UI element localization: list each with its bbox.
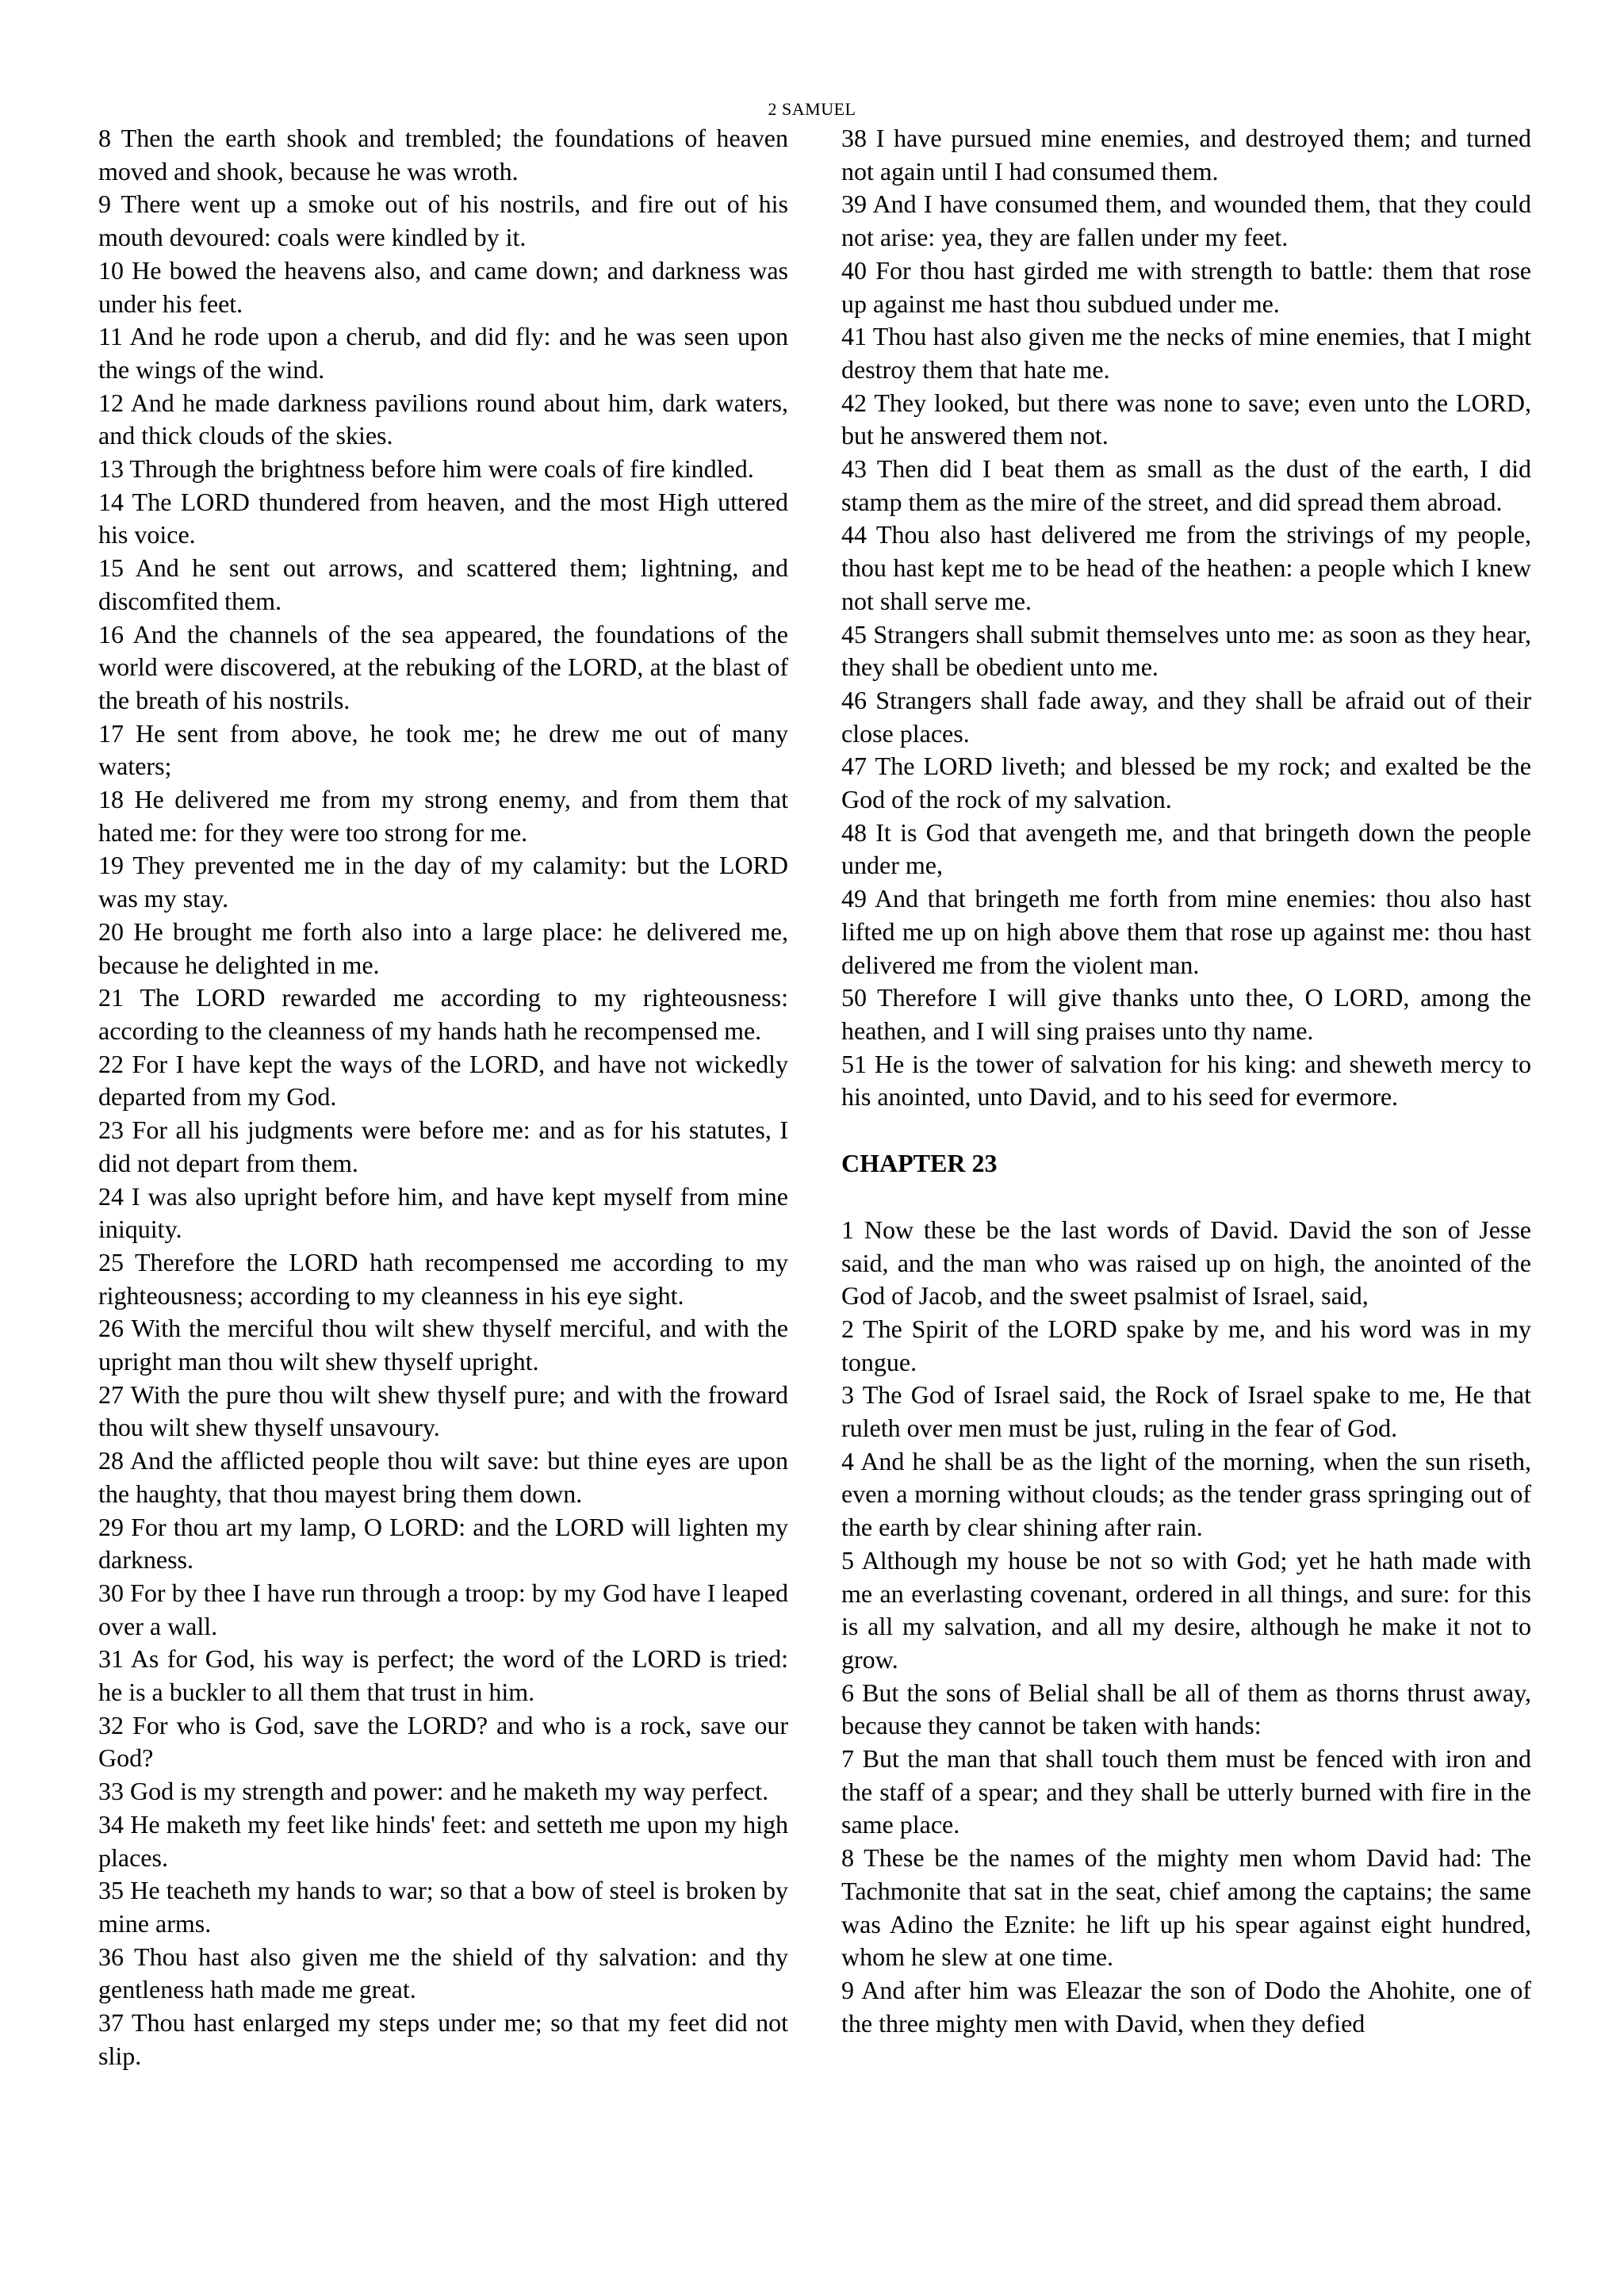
verse: 9 And after him was Eleazar the son of Dodo the Ahohite, one of the three mighty men with David, when they defied: [841, 1975, 1531, 2038]
left-column: [98, 122, 788, 2072]
verse: 17 He sent from above, he took me; he drew me out of many waters;: [98, 718, 788, 781]
verse: 3 The God of Israel said, the Rock of Israel spake to me, He that ruleth over men must be just, ruling in the fear of God.: [841, 1380, 1531, 1443]
verse: 29 For thou art my lamp, O LORD: and the LORD will lighten my darkness.: [98, 1512, 788, 1575]
verse: 16 And the channels of the sea appeared, the foundations of the world were discovered, at the rebuking of the LORD, at the blast of the breath of his nostrils.: [98, 619, 788, 714]
verse: 2 The Spirit of the LORD spake by me, and his word was in my tongue.: [841, 1314, 1531, 1376]
right-column: [841, 122, 1531, 2040]
verse: 27 With the pure thou wilt shew thyself pure; and with the froward thou wilt shew thyself unsavoury.: [98, 1380, 788, 1442]
verse: 33 God is my strength and power: and he maketh my way perfect.: [98, 1777, 769, 1806]
verse: 18 He delivered me from my strong enemy, and from them that hated me: for they were too strong for me.: [98, 785, 788, 847]
verse: 19 They prevented me in the day of my calamity: but the LORD was my stay.: [98, 851, 788, 913]
verse: 51 He is the tower of salvation for his king: and sheweth mercy to his anointed, unto David, and to his seed for evermore.: [841, 1049, 1531, 1112]
verse: 47 The LORD liveth; and blessed be my rock; and exalted be the God of the rock of my salvation.: [841, 752, 1531, 814]
verse: 41 Thou hast also given me the necks of mine enemies, that I might destroy them that hate me.: [841, 322, 1531, 384]
verse: 37 Thou hast enlarged my steps under me; so that my feet did not slip.: [98, 2008, 788, 2070]
verse: 30 For by thee I have run through a troop: by my God have I leaped over a wall.: [98, 1578, 788, 1640]
verse: 12 And he made darkness pavilions round about him, dark waters, and thick clouds of the skies.: [98, 388, 788, 450]
verse: 8 These be the names of the mighty men whom David had: The Tachmonite that sat in the seat, chief among the captains; the same was Adino the Eznite: he lift up his spear against eight hundred, whom he slew at one time.: [841, 1843, 1531, 1972]
verse: 40 For thou hast girded me with strength to battle: them that rose up against me hast thou subdued under me.: [841, 255, 1531, 318]
verse: 26 With the merciful thou wilt shew thyself merciful, and with the upright man thou wilt shew thyself upright.: [98, 1314, 788, 1376]
verse: 31 As for God, his way is perfect; the word of the LORD is tried: he is a buckler to all them that trust in him.: [98, 1644, 788, 1707]
verse: 8 Then the earth shook and trembled; the foundations of heaven moved and shook, because he was wroth.: [98, 124, 788, 186]
verse: 42 They looked, but there was none to save; even unto the LORD, but he answered them not.: [841, 388, 1531, 450]
chapter-heading: CHAPTER 23: [841, 1149, 998, 1178]
verse: 39 And I have consumed them, and wounded them, that they could not arise: yea, they are fallen under my feet.: [841, 189, 1531, 252]
verse: 23 For all his judgments were before me: and as for his statutes, I did not depart from them.: [98, 1115, 788, 1177]
verse: 50 Therefore I will give thanks unto thee, O LORD, among the heathen, and I will sing praises unto thy name.: [841, 983, 1531, 1045]
verse: 25 Therefore the LORD hath recompensed me according to my righteousness; according to my cleanness in his eye sight.: [98, 1247, 788, 1310]
verse: 4 And he shall be as the light of the morning, when the sun riseth, even a morning without clouds; as the tender grass springing out of the earth by clear shining after rain.: [841, 1446, 1531, 1542]
verse: 24 I was also upright before him, and have kept myself from mine iniquity.: [98, 1181, 788, 1244]
verse: 38 I have pursued mine enemies, and destroyed them; and turned not again until I had consumed them.: [841, 124, 1531, 186]
verse: 6 But the sons of Belial shall be all of them as thorns thrust away, because they cannot be taken with hands:: [841, 1678, 1531, 1740]
verse: 45 Strangers shall submit themselves unto me: as soon as they hear, they shall be obedient unto me.: [841, 619, 1531, 682]
verse: 46 Strangers shall fade away, and they shall be afraid out of their close places.: [841, 685, 1531, 748]
verse: 7 But the man that shall touch them must be fenced with iron and the staff of a spear; and they shall be utterly burned with fire in the same place.: [841, 1744, 1531, 1839]
verse: 11 And he rode upon a cherub, and did fly: and he was seen upon the wings of the wind.: [98, 322, 788, 384]
verse: 21 The LORD rewarded me according to my righteousness: according to the cleanness of my hands hath he recompensed me.: [98, 983, 788, 1045]
verse: 44 Thou also hast delivered me from the strivings of my people, thou hast kept me to be head of the heathen: a people which I knew not shall serve me.: [841, 520, 1531, 615]
verse: 48 It is God that avengeth me, and that bringeth down the people under me,: [841, 817, 1531, 880]
verse: 1 Now these be the last words of David. David the son of Jesse said, and the man who was raised up on high, the anointed of the God of Jacob, and the sweet psalmist of Israel, said,: [841, 1215, 1531, 1311]
verse: 20 He brought me forth also into a large place: he delivered me, because he delighted in me.: [98, 916, 788, 979]
verse: 28 And the afflicted people thou wilt save: but thine eyes are upon the haughty, that thou mayest bring them down.: [98, 1446, 788, 1508]
verse: 22 For I have kept the ways of the LORD, and have not wickedly departed from my God.: [98, 1049, 788, 1112]
verse: 35 He teacheth my hands to war; so that a bow of steel is broken by mine arms.: [98, 1876, 788, 1938]
verse: 14 The LORD thundered from heaven, and the most High uttered his voice.: [98, 487, 788, 549]
verse: 9 There went up a smoke out of his nostrils, and fire out of his mouth devoured: coals were kindled by it.: [98, 189, 788, 252]
verse: 10 He bowed the heavens also, and came down; and darkness was under his feet.: [98, 255, 788, 318]
verse: 32 For who is God, save the LORD? and who is a rock, save our God?: [98, 1710, 788, 1773]
verse: 13 Through the brightness before him were coals of fire kindled.: [98, 454, 754, 484]
verse: 36 Thou hast also given me the shield of thy salvation: and thy gentleness hath made me great.: [98, 1942, 788, 2004]
verse: 5 Although my house be not so with God; yet he hath made with me an everlasting covenant, ordered in all things, and sure: for this is all my salvation, and all my desire, although he make it not to grow.: [841, 1545, 1531, 1674]
verse: 34 He maketh my feet like hinds' feet: and setteth me upon my high places.: [98, 1809, 788, 1872]
verse: 43 Then did I beat them as small as the dust of the earth, I did stamp them as the mire of the street, and did spread them abroad.: [841, 454, 1531, 516]
verse: 49 And that bringeth me forth from mine enemies: thou also hast lifted me up on high above them that rose up against me: thou hast delivered me from the violent man.: [841, 884, 1531, 979]
running-head: 2 SAMUEL: [768, 99, 856, 119]
verse: 15 And he sent out arrows, and scattered them; lightning, and discomfited them.: [98, 553, 788, 615]
